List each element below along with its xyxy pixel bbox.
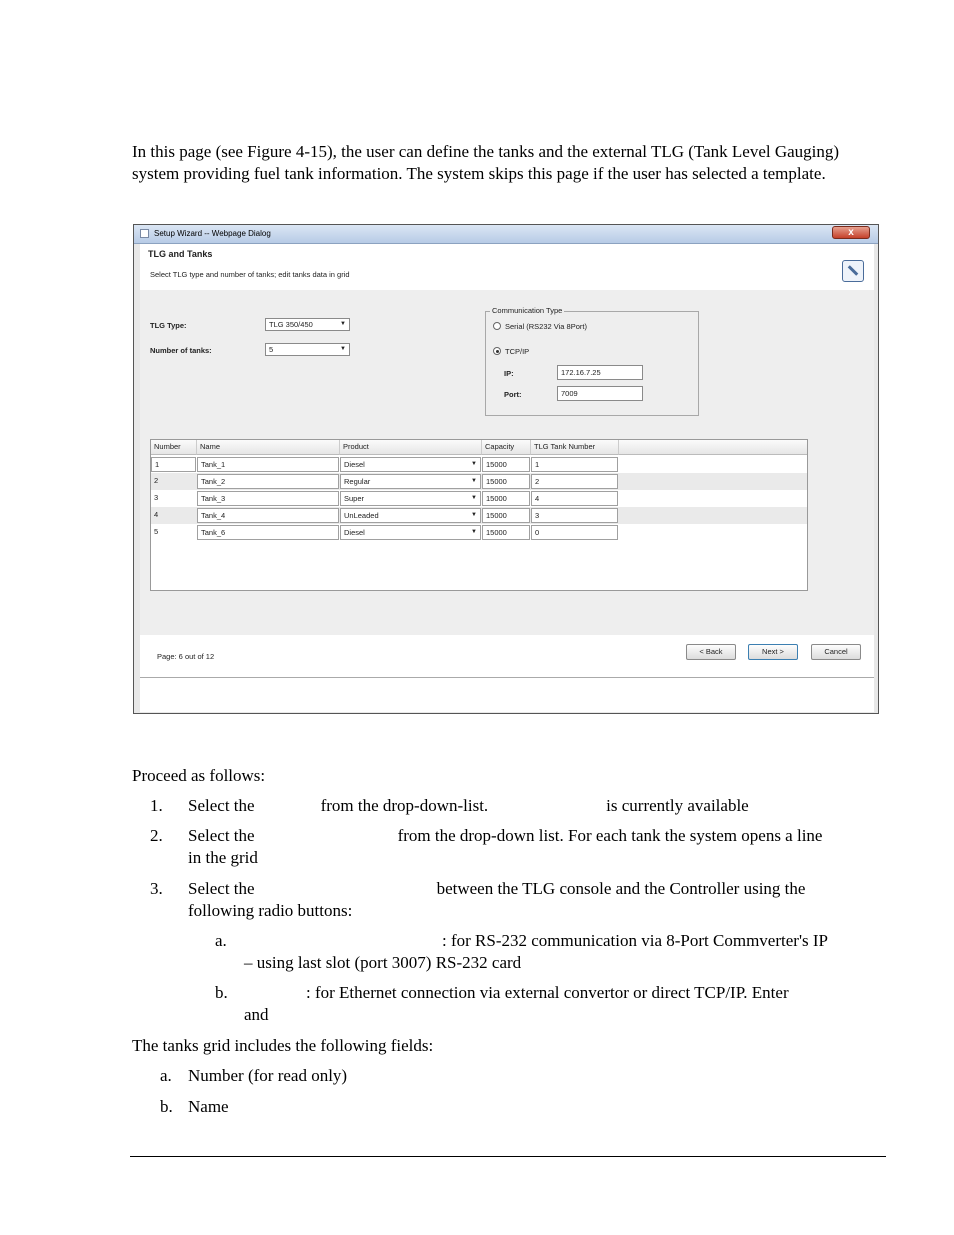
next-button[interactable]: Next > — [748, 644, 798, 660]
substep-a-number: a. — [215, 931, 227, 950]
name-cell[interactable]: Tank_1 — [197, 457, 339, 472]
number-cell: 5 — [154, 527, 159, 536]
capacity-cell[interactable]: 15000 — [482, 525, 530, 540]
chevron-down-icon: ▼ — [471, 512, 477, 518]
number-cell: 2 — [154, 476, 159, 485]
tlg-type-value: TLG 350/450 — [269, 320, 313, 329]
tlg-number-cell[interactable]: 2 — [531, 474, 618, 489]
substep-a-text — [244, 930, 884, 974]
substep-b-part-2: and — [244, 1005, 269, 1024]
setup-wizard-screenshot — [133, 224, 879, 714]
field-a-text: Number (for read only) — [188, 1066, 348, 1085]
wizard-tools-icon — [842, 260, 864, 282]
product-value: UnLeaded — [344, 511, 379, 520]
tlg-type-label: TLG Type: — [150, 321, 187, 330]
field-b-text: Name — [188, 1097, 229, 1116]
step-2-text — [188, 825, 888, 869]
footer-rule — [130, 1156, 886, 1157]
column-header-filler — [619, 440, 807, 455]
capacity-cell[interactable]: 15000 — [482, 457, 530, 472]
wizard-step-title: TLG and Tanks — [148, 249, 213, 259]
substep-b-text — [244, 982, 884, 1026]
chevron-down-icon: ▼ — [471, 495, 477, 501]
tlg-number-cell[interactable]: 1 — [531, 457, 618, 472]
proceed-heading: Proceed as follows: — [132, 766, 266, 785]
step-3-part-2: between the TLG console and the Controller using the — [436, 879, 806, 898]
status-bar — [140, 677, 874, 712]
product-value: Diesel — [344, 528, 365, 537]
column-header-tlg-tank-number[interactable]: TLG Tank Number — [531, 440, 619, 455]
tlg-number-cell[interactable]: 3 — [531, 508, 618, 523]
grid-intro: The tanks grid includes the following fields: — [132, 1036, 434, 1055]
window-title: Setup Wizard -- Webpage Dialog — [154, 229, 271, 238]
field-b-number: b. — [160, 1097, 173, 1116]
product-cell[interactable] — [340, 457, 481, 472]
tcpip-radio-label: TCP/IP — [505, 347, 530, 356]
table-row[interactable] — [151, 473, 807, 490]
chevron-down-icon: ▼ — [340, 346, 346, 352]
intro-paragraph: In this page (see Figure 4-15), the user can define the tanks and the external TLG (Tank Level Gauging) system providing fuel tank information. The system skips this page if the user has selected a template. — [132, 142, 840, 183]
step-2-part-3: in the grid — [188, 848, 258, 867]
step-3-number: 3. — [150, 879, 163, 898]
wizard-footer — [140, 635, 874, 677]
communication-type-legend: Communication Type — [492, 306, 563, 315]
product-value: Diesel — [344, 460, 365, 469]
step-2-part-2: from the drop-down list. For each tank the system opens a line — [397, 826, 823, 845]
step-1-part-2: from the drop-down-list. — [320, 796, 489, 815]
name-cell[interactable]: Tank_4 — [197, 508, 339, 523]
field-a-number: a. — [160, 1066, 172, 1085]
table-row[interactable] — [151, 456, 807, 473]
chevron-down-icon: ▼ — [340, 321, 346, 327]
tcpip-radio[interactable] — [493, 347, 501, 355]
capacity-cell[interactable]: 15000 — [482, 491, 530, 506]
step-3-part-3: following radio buttons: — [188, 901, 353, 920]
product-value: Regular — [344, 477, 371, 486]
product-cell[interactable] — [340, 525, 481, 540]
num-tanks-label: Number of tanks: — [150, 346, 212, 355]
number-cell: 3 — [154, 493, 159, 502]
substep-a-part-1: : for RS-232 communication via 8-Port Commverter's IP — [442, 931, 828, 950]
num-tanks-value: 5 — [269, 345, 274, 354]
port-label: Port: — [504, 390, 522, 399]
wizard-step-subtitle: Select TLG type and number of tanks; edit tanks data in grid — [150, 270, 350, 279]
product-cell[interactable] — [340, 474, 481, 489]
tlg-number-cell[interactable]: 4 — [531, 491, 618, 506]
table-row[interactable] — [151, 507, 807, 524]
wizard-body — [140, 290, 874, 635]
column-header-number[interactable]: Number — [151, 440, 197, 455]
num-tanks-select[interactable] — [265, 343, 350, 356]
serial-radio-label: Serial (RS232 Via 8Port) — [505, 322, 587, 331]
ip-label: IP: — [504, 369, 514, 378]
substep-b-part-1: : for Ethernet connection via external convertor or direct TCP/IP. Enter — [306, 983, 789, 1002]
number-cell: 1 — [151, 457, 196, 472]
step-2-number: 2. — [150, 826, 163, 845]
name-cell[interactable]: Tank_2 — [197, 474, 339, 489]
window-icon — [140, 229, 149, 238]
chevron-down-icon: ▼ — [471, 529, 477, 535]
name-cell[interactable]: Tank_6 — [197, 525, 339, 540]
step-1-part-1: Select the — [188, 796, 255, 815]
column-header-product[interactable]: Product — [340, 440, 482, 455]
ip-field[interactable]: 172.16.7.25 — [557, 365, 643, 380]
product-cell[interactable] — [340, 508, 481, 523]
table-row[interactable] — [151, 490, 807, 507]
cancel-button[interactable]: Cancel — [811, 644, 861, 660]
product-cell[interactable] — [340, 491, 481, 506]
wizard-header — [140, 244, 874, 290]
serial-radio[interactable] — [493, 322, 501, 330]
chevron-down-icon: ▼ — [471, 461, 477, 467]
number-cell: 4 — [154, 510, 159, 519]
communication-type-group — [485, 306, 699, 416]
capacity-cell[interactable]: 15000 — [482, 508, 530, 523]
step-1-part-3: is currently available — [606, 796, 749, 815]
step-1-text — [188, 795, 749, 817]
back-button[interactable]: < Back — [686, 644, 736, 660]
tlg-type-select[interactable] — [265, 318, 350, 331]
column-header-capacity[interactable]: Capacity — [482, 440, 531, 455]
substep-a-part-2: – using last slot (port 3007) RS-232 card — [244, 953, 522, 972]
tanks-grid — [150, 439, 808, 591]
table-row[interactable] — [151, 524, 807, 541]
close-button[interactable]: x — [832, 226, 870, 239]
page-indicator: Page: 6 out of 12 — [157, 652, 215, 661]
column-header-name[interactable]: Name — [197, 440, 340, 455]
tlg-number-cell[interactable]: 0 — [531, 525, 618, 540]
chevron-down-icon: ▼ — [471, 478, 477, 484]
step-3-part-1: Select the — [188, 879, 255, 898]
substep-b-number: b. — [215, 983, 228, 1002]
port-field[interactable]: 7009 — [557, 386, 643, 401]
step-2-part-1: Select the — [188, 826, 255, 845]
title-bar — [134, 225, 878, 244]
name-cell[interactable]: Tank_3 — [197, 491, 339, 506]
step-1-number: 1. — [150, 796, 163, 815]
step-3-text — [188, 878, 888, 922]
product-value: Super — [344, 494, 365, 503]
capacity-cell[interactable]: 15000 — [482, 474, 530, 489]
